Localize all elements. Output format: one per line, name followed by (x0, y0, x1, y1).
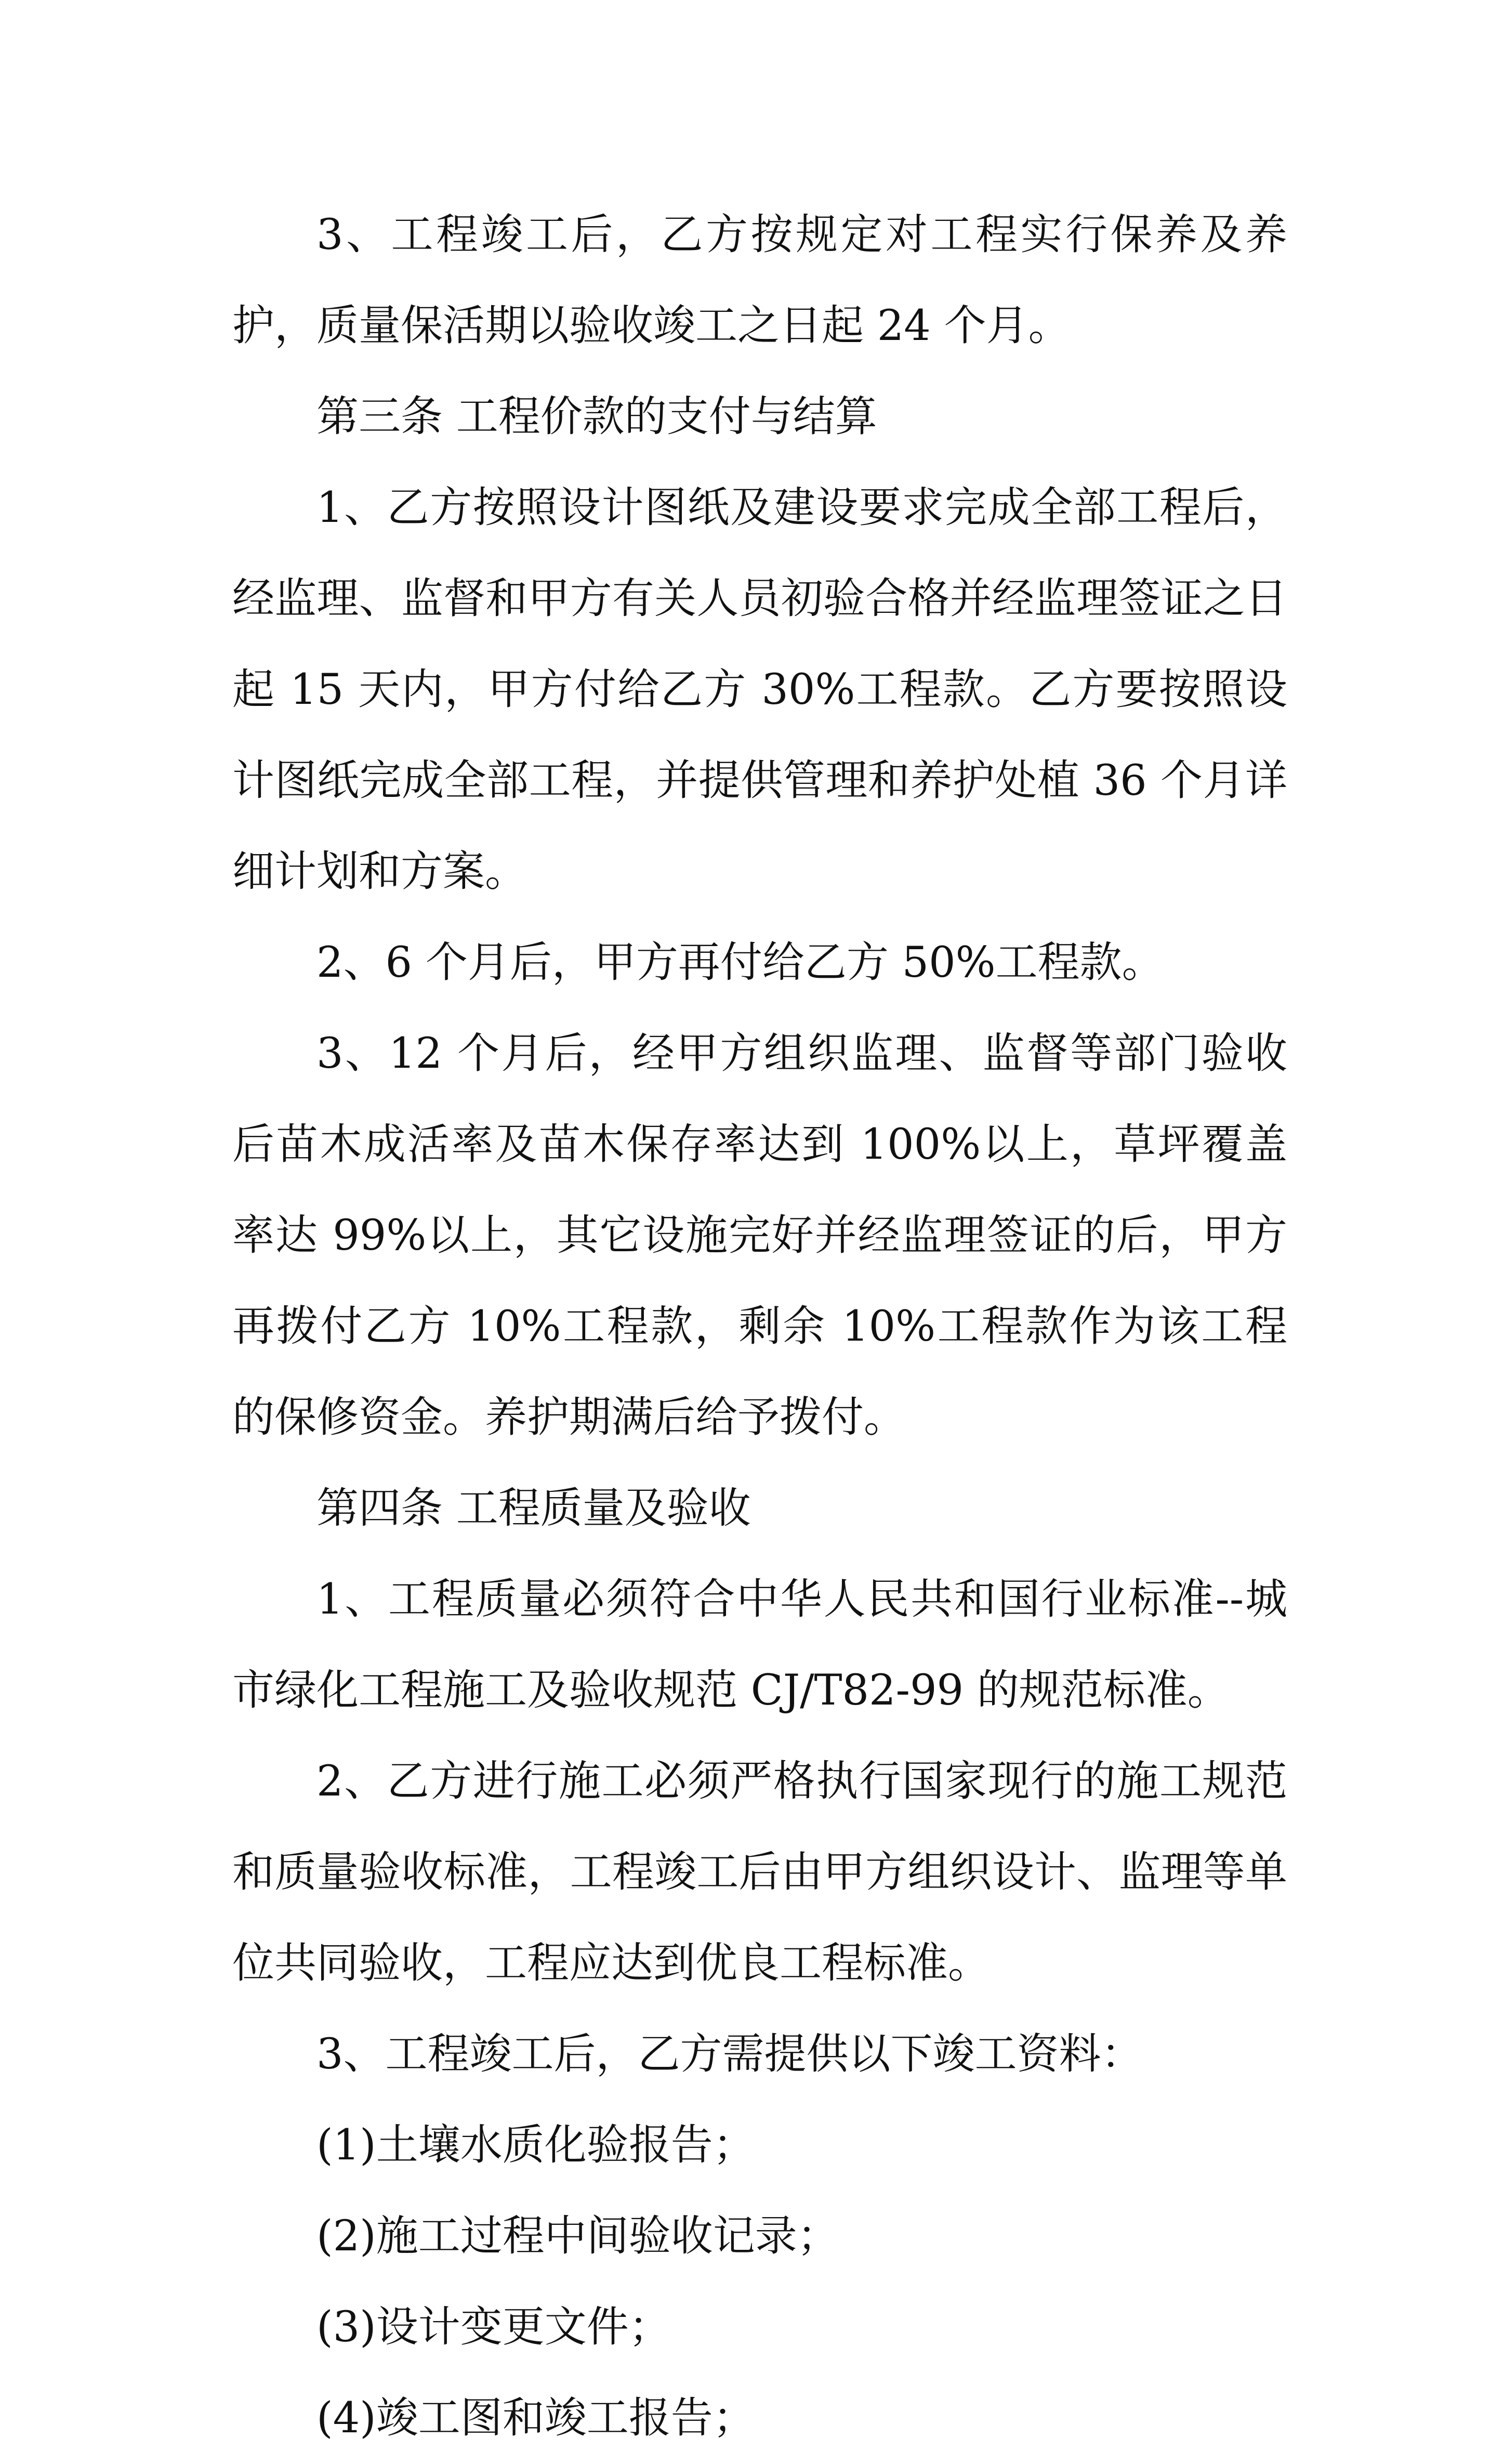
list-item-design-change-documents: (3)设计变更文件； (316, 2303, 671, 2352)
list-item-completion-drawings-report: (4)竣工图和竣工报告； (316, 2394, 755, 2443)
list-item-soil-water-report: (1)土壤水质化验报告； (316, 2121, 755, 2170)
paragraph-article3-item2: 2、6 个月后，甲方再付给乙方 50%工程款。 (316, 938, 1164, 987)
document-body (232, 190, 1287, 2464)
paragraph-article3-item1: 1、乙方按照设计图纸及建设要求完成全部工程后，经监理、监督和甲方有关人员初验合格并经监理签证之日起 15 天内，甲方付给乙方 30%工程款。乙方要按照设计图纸完成全部工程，并提供管理和养护处植 36 个月详细计划和方案。 (232, 483, 1287, 896)
list-item-intermediate-acceptance-records: (2)施工过程中间验收记录； (316, 2212, 839, 2261)
paragraph-article2-item3: 3、工程竣工后，乙方按规定对工程实行保养及养护，质量保活期以验收竣工之日起 24 个月。 (232, 211, 1287, 350)
paragraph-article4-item1: 1、工程质量必须符合中华人民共和国行业标准--城市绿化工程施工及验收规范 CJ/T82-99 的规范标准。 (232, 1575, 1287, 1715)
heading-article3: 第三条 工程价款的支付与结算 (316, 392, 877, 441)
paragraph-article4-item3: 3、工程竣工后，乙方需提供以下竣工资料： (316, 2030, 1143, 2079)
paragraph-article4-item2: 2、乙方进行施工必须严格执行国家现行的施工规范和质量验收标准，工程竣工后由甲方组织设计、监理等单位共同验收，工程应达到优良工程标准。 (232, 1757, 1287, 1988)
paragraph-article3-item3: 3、12 个月后，经甲方组织监理、监督等部门验收后苗木成活率及苗木保存率达到 100%以上，草坪覆盖率达 99%以上，其它设施完好并经监理签证的后，甲方再拨付乙方 10%工程款，剩余 10%工程款作为该工程的保修资金。养护期满后给予拨付。 (232, 1029, 1287, 1442)
heading-article4: 第四条 工程质量及验收 (316, 1484, 751, 1533)
